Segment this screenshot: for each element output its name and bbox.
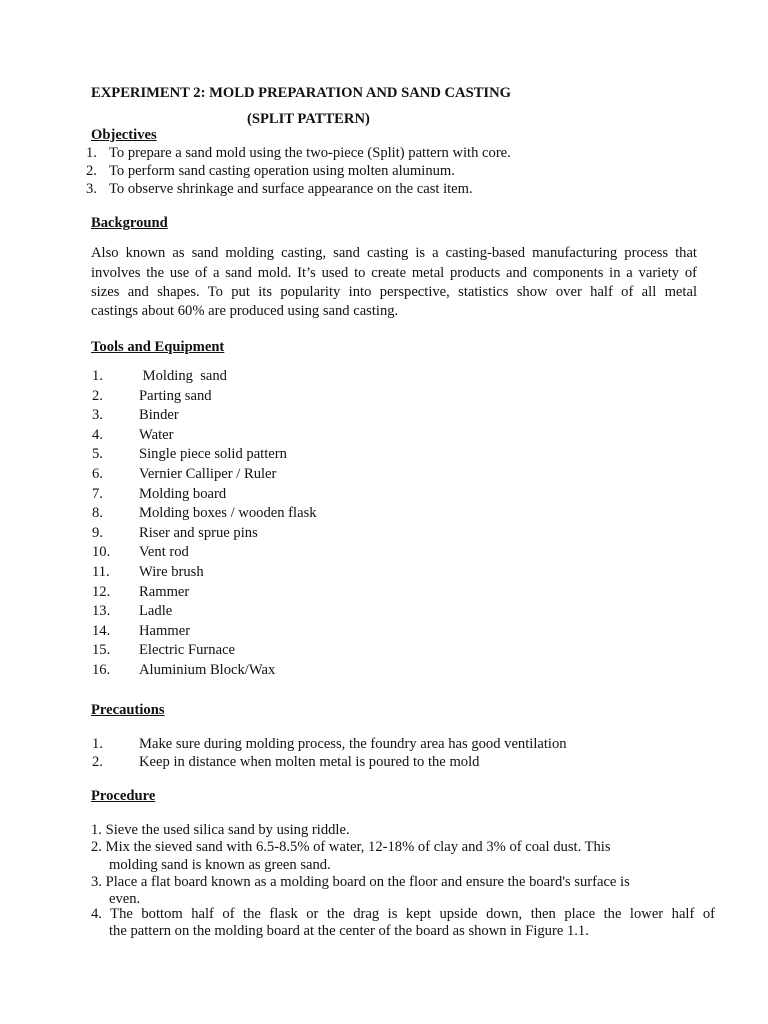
tool-number: 1.	[92, 368, 103, 384]
tool-text: Ladle	[139, 603, 173, 620]
tool-text: Vernier Calliper / Ruler	[139, 466, 277, 482]
background-line: sizes and shapes. To put its popularity into perspective, statistics show over half of all metal	[91, 284, 697, 300]
tool-number: 7.	[92, 485, 103, 502]
document-title: EXPERIMENT 2: MOLD PREPARATION AND SAND CASTING	[91, 85, 512, 101]
tool-text: Molding sand	[139, 368, 227, 384]
tool-text: Hammer	[139, 622, 191, 639]
procedure-step-2: 2. Mix the sieved sand with 6.5-8.5% of water, 12-18% of clay and 3% of coal dust. This	[91, 839, 611, 855]
tool-text: Molding boxes / wooden flask	[139, 505, 317, 522]
tool-text: Molding board	[139, 485, 227, 502]
precaution-number: 1.	[92, 736, 103, 752]
precaution-number: 2.	[92, 754, 103, 770]
objective-text: To prepare a sand mold using the two-piece (Split) pattern with core.	[109, 145, 511, 161]
precaution-text: Make sure during molding process, the foundry area has good ventilation	[139, 736, 567, 752]
document-subtitle: (SPLIT PATTERN)	[247, 111, 370, 127]
tool-text: Vent rod	[139, 544, 189, 561]
precaution-text: Keep in distance when molten metal is poured to the mold	[139, 754, 480, 770]
procedure-step-3-cont: even.	[109, 891, 141, 907]
background-heading: Background	[91, 215, 168, 231]
tool-number: 14.	[92, 622, 111, 639]
tool-number: 12.	[92, 583, 111, 600]
tool-text: Parting sand	[139, 387, 212, 404]
tool-number: 2.	[92, 387, 103, 404]
tool-number: 9.	[92, 524, 103, 541]
tool-text: Electric Furnace	[139, 642, 236, 659]
tool-text: Water	[139, 426, 174, 443]
procedure-step-4: 4. The bottom half of the flask or the drag is kept upside down, then place the lower half of	[91, 906, 715, 922]
tool-number: 16.	[92, 662, 111, 678]
tool-number: 8.	[92, 505, 103, 522]
tool-number: 11.	[92, 564, 110, 580]
background-line: involves the use of a sand mold. It’s used to create metal products and components in a variety of	[91, 265, 697, 281]
objective-number: 2.	[86, 163, 97, 179]
precautions-heading: Precautions	[91, 702, 165, 718]
tool-text: Wire brush	[139, 564, 204, 580]
background-line: castings about 60% are produced using sand casting.	[91, 303, 399, 319]
tool-number: 5.	[92, 446, 103, 463]
tool-text: Binder	[139, 407, 179, 424]
tool-number: 13.	[92, 603, 111, 620]
tool-text: Aluminium Block/Wax	[139, 662, 276, 678]
tool-number: 4.	[92, 426, 103, 443]
tool-text: Riser and sprue pins	[139, 524, 258, 541]
tool-number: 10.	[92, 544, 111, 561]
tool-text: Rammer	[139, 583, 190, 600]
objective-number: 1.	[86, 145, 97, 161]
objective-text: To observe shrinkage and surface appearance on the cast item.	[109, 181, 473, 197]
procedure-heading: Procedure	[91, 788, 156, 804]
objective-number: 3.	[86, 181, 97, 197]
procedure-step-4-cont: the pattern on the molding board at the center of the board as shown in Figure 1.1.	[109, 923, 589, 939]
objective-text: To perform sand casting operation using molten aluminum.	[109, 163, 455, 179]
objectives-heading: Objectives	[91, 127, 157, 143]
procedure-step-3: 3. Place a flat board known as a molding board on the floor and ensure the board's surface is	[91, 874, 630, 890]
tool-text: Single piece solid pattern	[139, 446, 287, 463]
tools-heading: Tools and Equipment	[91, 339, 225, 355]
procedure-step-2-cont: molding sand is known as green sand.	[109, 857, 331, 873]
tool-number: 6.	[92, 466, 103, 482]
tool-number: 3.	[92, 407, 103, 424]
tool-number: 15.	[92, 642, 111, 659]
procedure-step-1: 1. Sieve the used silica sand by using riddle.	[91, 822, 350, 838]
background-line: Also known as sand molding casting, sand casting is a casting-based manufacturing process that	[91, 245, 697, 261]
